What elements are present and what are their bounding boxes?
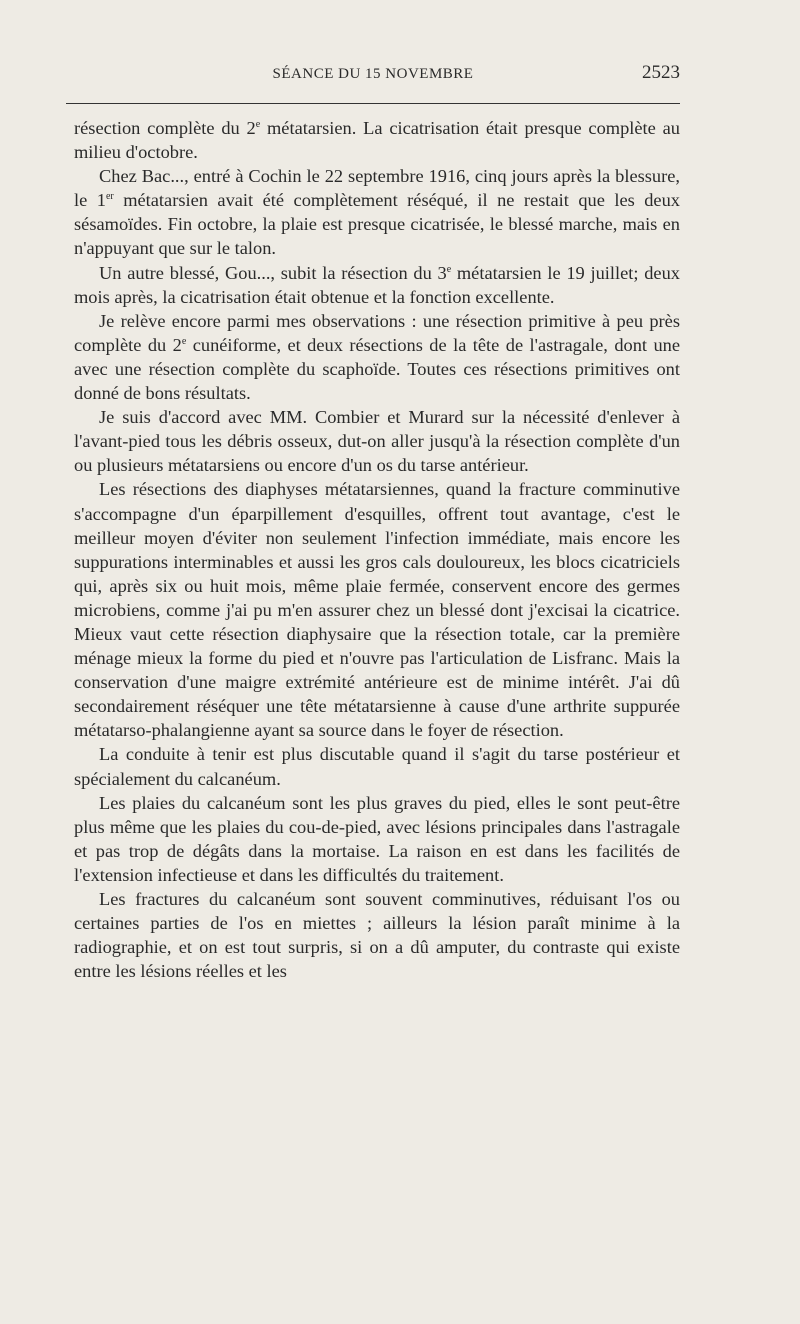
paragraph-7 [74, 791, 680, 887]
paragraph-0 [74, 116, 680, 164]
text-run: métatarsien avait été complètement réséqué, il ne restait que les deux sésamoïdes. Fin octobre, la plaie est presque cicatrisée, le blessé marche, mais en n'appuyant que sur le talon. [74, 190, 680, 259]
paragraph-4 [74, 405, 680, 477]
superscript: er [105, 191, 114, 203]
text-run: Je suis d'accord avec MM. Combier et Murard sur la nécessité d'enlever à l'avant-pied tous les débris osseux, dut-on aller jusqu'à la résection complète d'un ou plusieurs métatarsiens ou encore d'un os du tarse antérieur. [74, 407, 680, 476]
header-rule [66, 103, 680, 104]
running-header [64, 62, 682, 88]
paragraph-2 [74, 261, 680, 309]
text-run: Les fractures du calcanéum sont souvent comminutives, réduisant l'os ou certaines parties de l'os en miettes ; ailleurs la lésion paraît minime à la radiographie, et on est tout surpris, si on a dû amputer, du contraste qui existe entre les lésions réelles et les [74, 889, 680, 982]
superscript: e [446, 263, 452, 275]
page-number: 2523 [642, 62, 680, 83]
text-run: Je relève encore parmi mes observations : une résection primitive à peu près complète du 2 [74, 310, 680, 355]
superscript: e [181, 335, 187, 347]
header-title: SÉANCE DU 15 NOVEMBRE [272, 66, 474, 82]
text-run: Les résections des diaphyses métatarsiennes, quand la fracture comminutive s'accompagne d'un éparpillement d'esquilles, offrent tout avantage, c'est le meilleur moyen d'éviter non seulement l'infection immédiate, mais encore les suppurations interminables et aussi les gros cals douloureux, les blocs cicatriciels qui, après six ou huit mois, même plaie fermée, conservent encore des germes microbiens, comme j'ai pu m'en assurer chez un blessé dont j'excisai la cicatrice. Mieux vaut cette résection diaphysaire que la résection totale, car la première ménage mieux la forme du pied et n'ouvre pas l'articulation de Lisfranc. Mais la conservation d'une maigre extrémité antérieure est de minime intérêt. J'ai dû secondairement réséquer une tête métatarsienne à cause d'une arthrite suppurée métatarso-phalangienne ayant sa source dans le foyer de résection. [74, 479, 680, 741]
text-run: métatarsien. La cicatrisation était presque complète au milieu d'octobre. [74, 118, 680, 163]
superscript: e [255, 119, 261, 130]
text-run: La conduite à tenir est plus discutable quand il s'agit du tarse postérieur et spécialement du calcanéum. [74, 744, 680, 789]
paragraph-6 [74, 742, 680, 790]
paragraph-5 [74, 477, 680, 742]
text-run: Les plaies du calcanéum sont les plus graves du pied, elles le sont peut-être plus même que les plaies du cou-de-pied, avec lésions principales dans l'astragale et pas trop de dégâts dans la mortaise. La raison en est dans les facilités de l'extension infectieuse et dans les difficultés du traitement. [74, 792, 680, 885]
text-run: Un autre blessé, Gou..., subit la résection du 3 [99, 262, 447, 283]
paragraph-8 [74, 887, 680, 983]
text-run: métatarsien le 19 juillet; deux mois après, la cicatrisation était obtenue et la fonction excellente. [74, 262, 680, 307]
text-run: Chez Bac..., entré à Cochin le 22 septembre 1916, cinq jours après la blessure, le 1 [74, 166, 680, 211]
text-run: cunéiforme, et deux résections de la tête de l'astragale, dont une avec une résection complète du scaphoïde. Toutes ces résections primitives ont donné de bons résultats. [74, 334, 680, 404]
paragraph-1 [74, 164, 680, 260]
paragraph-3 [74, 309, 680, 405]
body-text [74, 116, 680, 983]
text-run: résection complète du 2 [74, 118, 256, 138]
